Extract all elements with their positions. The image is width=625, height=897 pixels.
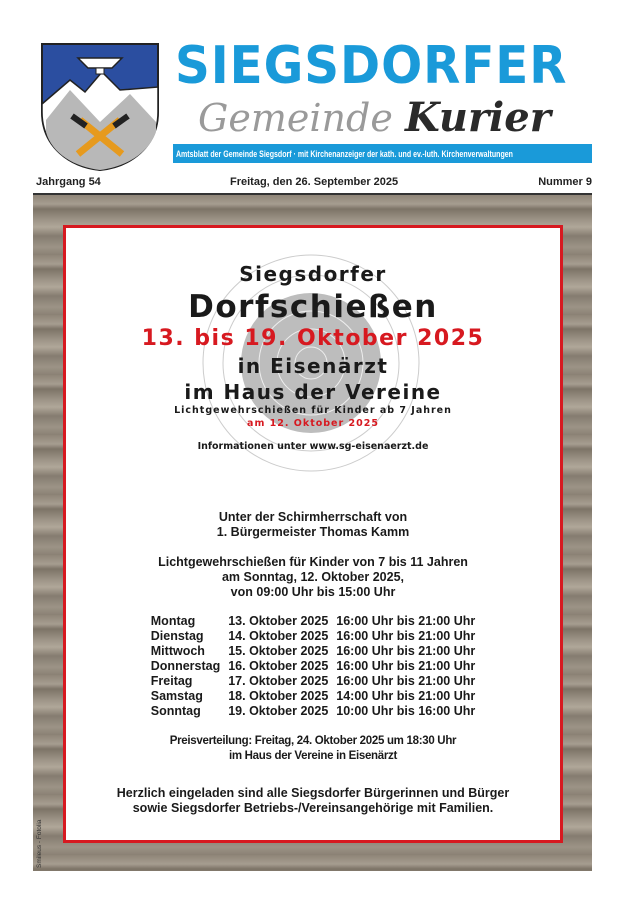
announcement-box (63, 225, 563, 843)
coat-of-arms-logo (40, 42, 160, 172)
schedule-day: Donnerstag (150, 659, 221, 673)
schedule-time: 16:00 Uhr bis 21:00 Uhr (336, 674, 476, 688)
schedule-row (147, 674, 479, 689)
poster-line-3: 13. bis 19. Oktober 2025 (141, 326, 485, 351)
prize-line-1: Preisverteilung: Freitag, 24. Oktober 2025 um 18:30 Uhr (169, 735, 457, 747)
schedule-day: Samstag (150, 689, 203, 703)
schedule-row (147, 644, 479, 659)
schedule-row (147, 704, 479, 719)
poster-line-1: Siegsdorfer (239, 262, 387, 286)
photo-credit: Smileus - Fotolia (36, 819, 43, 868)
masthead-title: SIEGSDORFER (175, 36, 568, 96)
kids-line-2: am Sonntag, 12. Oktober 2025, (221, 570, 404, 584)
schedule-date: 14. Oktober 2025 (228, 629, 329, 643)
patron-line-1: Unter der Schirmherrschaft von (218, 510, 408, 524)
schedule-date: 16. Oktober 2025 (228, 659, 329, 673)
schedule-time: 14:00 Uhr bis 21:00 Uhr (336, 689, 476, 703)
kids-line-3: von 09:00 Uhr bis 15:00 Uhr (230, 585, 396, 599)
poster-line-4: in Eisenärzt (237, 354, 389, 378)
schedule-row (147, 659, 479, 674)
issue-volume: Jahrgang 54 (36, 176, 101, 188)
schedule-time: 10:00 Uhr bis 16:00 Uhr (336, 704, 476, 718)
schedule-date: 13. Oktober 2025 (228, 614, 329, 628)
patron-line-2: 1. Bürgermeister Thomas Kamm (216, 525, 410, 539)
masthead-subtitle-gemeinde: Gemeinde (198, 96, 393, 140)
prize-line-2: im Haus der Vereine in Eisenärzt (228, 750, 398, 762)
schedule-time: 16:00 Uhr bis 21:00 Uhr (336, 659, 476, 673)
schedule-day: Dienstag (150, 629, 204, 643)
issue-date: Freitag, den 26. September 2025 (230, 176, 399, 188)
poster-line-6: Lichtgewehrschießen für Kinder ab 7 Jahren (174, 405, 452, 416)
schedule-date: 19. Oktober 2025 (228, 704, 329, 718)
schedule-day: Freitag (150, 674, 193, 688)
schedule-date: 18. Oktober 2025 (228, 689, 329, 703)
schedule-row (147, 629, 479, 644)
schedule-day: Sonntag (150, 704, 201, 718)
poster-line-8: Informationen unter www.sg-eisenaerzt.de (197, 441, 429, 452)
poster-line-2: Dorfschießen (188, 289, 438, 325)
invite-line-2: sowie Siegsdorfer Betriebs-/Vereinsangehörige mit Familien. (132, 801, 494, 815)
schedule-date: 17. Oktober 2025 (228, 674, 329, 688)
invite-line-1: Herzlich eingeladen sind alle Siegsdorfer Bürgerinnen und Bürger (116, 786, 510, 800)
masthead-subtitle-kurier: Kurier (405, 94, 551, 141)
poster-line-7: am 12. Oktober 2025 (247, 417, 379, 429)
schedule-table (147, 614, 479, 719)
schedule-date: 15. Oktober 2025 (228, 644, 329, 658)
schedule-row (147, 689, 479, 704)
poster-line-5: im Haus der Vereine (184, 380, 442, 404)
masthead-tagline: Amtsblatt der Gemeinde Siegsdorf · mit Kirchenanzeiger der kath. und ev.-luth. Kirchenverwaltungen (175, 149, 513, 160)
event-poster (96, 228, 530, 500)
schedule-time: 16:00 Uhr bis 21:00 Uhr (336, 614, 476, 628)
schedule-day: Mittwoch (150, 644, 205, 658)
schedule-day: Montag (150, 614, 196, 628)
kids-line-1: Lichtgewehrschießen für Kinder von 7 bis 11 Jahren (158, 555, 468, 569)
masthead-tagline-bar (173, 144, 592, 163)
issue-number: Nummer 9 (538, 176, 592, 188)
schedule-row (147, 614, 479, 629)
schedule-time: 16:00 Uhr bis 21:00 Uhr (336, 629, 476, 643)
schedule-time: 16:00 Uhr bis 21:00 Uhr (336, 644, 476, 658)
